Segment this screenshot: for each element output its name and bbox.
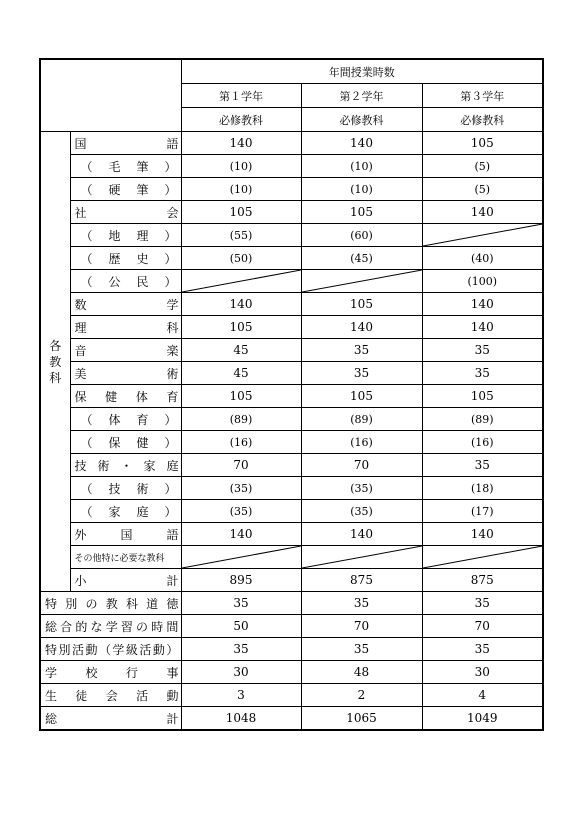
grade-1-header: 第１学年: [181, 84, 301, 108]
hours-cell-grade-1: 105: [181, 201, 301, 224]
hours-cell-grade-1: 45: [181, 362, 301, 385]
label-char: 学: [45, 665, 58, 680]
label-char: 学: [105, 619, 118, 634]
hours-cell-grade-1: 70: [181, 454, 301, 477]
activity-label-cell: [40, 707, 181, 731]
subject-label: [75, 247, 179, 269]
hours-cell-grade-3: (100): [422, 270, 543, 293]
subject-subrow: [40, 408, 543, 431]
hours-cell-grade-3: (40): [422, 247, 543, 270]
subject-label: [45, 661, 179, 683]
hours-cell-grade-2: 70: [301, 454, 422, 477]
label-char: 国: [120, 527, 133, 542]
subject-label-cell: [70, 224, 181, 247]
label-char: ）: [164, 182, 177, 197]
header-corner-cell: [40, 59, 181, 132]
label-char: 楽: [166, 343, 179, 358]
label-char: 保: [74, 389, 87, 404]
subject-label-cell: [70, 201, 181, 224]
subject-label-cell: [70, 178, 181, 201]
hours-cell-grade-1: (89): [181, 408, 301, 431]
hours-cell-grade-1: 105: [181, 385, 301, 408]
hours-cell-grade-1: 895: [181, 569, 301, 592]
label-char: 健: [136, 435, 149, 450]
hours-cell-grade-1: 140: [181, 293, 301, 316]
label-char: 行: [125, 665, 138, 680]
subject-label-cell: [70, 569, 181, 592]
subject-label: [75, 293, 179, 315]
hours-cell-grade-2: (35): [301, 477, 422, 500]
subject-label: [75, 270, 179, 292]
hours-cell-grade-1: [181, 270, 301, 293]
label-char: ・: [120, 458, 133, 473]
subject-subrow: [40, 247, 543, 270]
subject-label: [75, 385, 179, 407]
label-char: 美: [74, 366, 87, 381]
diagonal-slash: [423, 224, 543, 246]
label-char: 健: [105, 389, 118, 404]
hours-cell-grade-2: 105: [301, 293, 422, 316]
subject-label-cell: [70, 339, 181, 362]
hours-cell-grade-2: (16): [301, 431, 422, 454]
subject-label: [75, 362, 179, 384]
label-char: ）: [164, 481, 177, 496]
label-char: ）: [164, 435, 177, 450]
subject-label: [75, 500, 179, 522]
subject-label: [75, 477, 179, 499]
label-char: 筆: [136, 159, 149, 174]
label-char: 術: [97, 458, 110, 473]
hours-cell-grade-2: 875: [301, 569, 422, 592]
hours-cell-grade-2: (35): [301, 500, 422, 523]
subject-label: [75, 523, 179, 545]
required-header-1: 必修教科: [181, 108, 301, 132]
activity-label-cell: [40, 592, 181, 615]
hours-cell-grade-2: 105: [301, 201, 422, 224]
hours-cell-grade-3: 140: [422, 316, 543, 339]
hours-cell-grade-3: [422, 546, 543, 569]
label-char: 体: [135, 389, 148, 404]
subject-label-cell: [70, 408, 181, 431]
label-char: 庭: [166, 458, 179, 473]
label-char: 動: [85, 642, 98, 657]
hours-cell-grade-1: (16): [181, 431, 301, 454]
subject-subrow: [40, 155, 543, 178]
hours-cell-grade-2: (45): [301, 247, 422, 270]
grade-2-header: 第２学年: [301, 84, 422, 108]
label-char: （: [80, 228, 93, 243]
hours-cell-grade-3: 35: [422, 454, 543, 477]
hours-cell-grade-3: (18): [422, 477, 543, 500]
hours-cell-grade-3: [422, 224, 543, 247]
label-char: 合: [60, 619, 73, 634]
label-char: 特: [45, 596, 58, 611]
label-char: 科: [166, 320, 179, 335]
label-char: 徒: [75, 688, 88, 703]
subject-row: [40, 201, 543, 224]
label-char: 術: [166, 366, 179, 381]
hours-cell-grade-2: (10): [301, 155, 422, 178]
label-char: 総: [45, 711, 58, 726]
subject-label: [45, 638, 179, 660]
hours-cell-grade-1: (10): [181, 178, 301, 201]
label-char: 公: [108, 274, 121, 289]
hours-cell-grade-3: 140: [422, 293, 543, 316]
hours-cell-grade-3: 105: [422, 385, 543, 408]
label-char: 動: [166, 688, 179, 703]
subject-label: [75, 224, 179, 246]
hours-cell-grade-2: 35: [301, 339, 422, 362]
subject-label: [75, 339, 179, 361]
diagonal-slash: [423, 546, 543, 568]
activity-row: [40, 638, 543, 661]
label-char: 理: [136, 228, 149, 243]
label-char: 庭: [136, 504, 149, 519]
label-char: 計: [166, 711, 179, 726]
label-char: 習: [120, 619, 133, 634]
hours-cell-grade-1: 35: [181, 638, 301, 661]
subject-label: [75, 431, 179, 453]
subject-label: [75, 316, 179, 338]
subject-label-cell: [70, 155, 181, 178]
hours-cell-grade-1: 105: [181, 316, 301, 339]
subject-subrow: [40, 500, 543, 523]
hours-cell-grade-3: 4: [422, 684, 543, 707]
label-char: （: [80, 481, 93, 496]
label-char: 級: [125, 642, 138, 657]
hours-cell-grade-1: 3: [181, 684, 301, 707]
label-char: 技: [108, 481, 121, 496]
label-char: 学: [166, 297, 179, 312]
hours-cell-grade-3: 1049: [422, 707, 543, 731]
subject-label-cell: [70, 500, 181, 523]
label-char: 理: [74, 320, 87, 335]
hours-cell-grade-1: 50: [181, 615, 301, 638]
label-char: （: [80, 159, 93, 174]
label-char: 語: [166, 136, 179, 151]
hours-cell-grade-1: (35): [181, 477, 301, 500]
subject-label: [45, 615, 179, 637]
label-char: 総: [45, 619, 58, 634]
label-char: 特: [45, 642, 58, 657]
label-char: 教: [105, 596, 118, 611]
label-char: 別: [65, 596, 78, 611]
label-char: 活: [71, 642, 84, 657]
subject-label: [75, 454, 179, 476]
hours-cell-grade-1: (35): [181, 500, 301, 523]
hours-cell-grade-1: 45: [181, 339, 301, 362]
subject-label-cell: [70, 362, 181, 385]
subject-label: [75, 201, 179, 223]
label-char: 筆: [136, 182, 149, 197]
label-char: 会: [166, 205, 179, 220]
hours-cell-grade-3: 105: [422, 132, 543, 155]
hours-cell-grade-2: 1065: [301, 707, 422, 731]
table-body: [40, 59, 543, 730]
hours-cell-grade-2: (10): [301, 178, 422, 201]
grade-3-header: 第３学年: [422, 84, 543, 108]
category-char: 各: [49, 338, 62, 353]
annual-hours-header: 年間授業時数: [181, 59, 543, 84]
subject-label-cell: [70, 316, 181, 339]
label-char: （: [80, 504, 93, 519]
hours-cell-grade-2: [301, 546, 422, 569]
label-char: 音: [74, 343, 87, 358]
subject-row: [40, 362, 543, 385]
grand-total-row: [40, 707, 543, 731]
subject-row: [40, 523, 543, 546]
subject-label-cell: [70, 477, 181, 500]
subject-label: [75, 132, 179, 154]
label-char: 活: [136, 688, 149, 703]
label-char: （: [80, 412, 93, 427]
label-char: 的: [75, 619, 88, 634]
hours-cell-grade-2: 105: [301, 385, 422, 408]
hours-cell-grade-1: (50): [181, 247, 301, 270]
subject-subrow: [40, 270, 543, 293]
label-char: 小: [74, 573, 87, 588]
hours-cell-grade-3: (17): [422, 500, 543, 523]
hours-cell-grade-3: 70: [422, 615, 543, 638]
label-char: ）: [164, 251, 177, 266]
subject-row: [40, 316, 543, 339]
hours-cell-grade-1: 140: [181, 132, 301, 155]
label-char: 別: [58, 642, 71, 657]
subject-label-cell: [70, 385, 181, 408]
label-char: 校: [85, 665, 98, 680]
hours-cell-grade-2: 70: [301, 615, 422, 638]
diagonal-slash: [302, 270, 422, 292]
label-char: （: [80, 435, 93, 450]
label-char: ）: [164, 228, 177, 243]
subject-label-cell: [70, 132, 181, 155]
diagonal-slash: [182, 270, 301, 292]
label-char: （: [80, 251, 93, 266]
subject-label-cell: [70, 431, 181, 454]
hours-cell-grade-3: (5): [422, 155, 543, 178]
hours-cell-grade-1: 140: [181, 523, 301, 546]
category-label: [41, 338, 70, 386]
label-char: 育: [166, 389, 179, 404]
hours-cell-grade-3: (16): [422, 431, 543, 454]
hours-cell-grade-2: 48: [301, 661, 422, 684]
label-char: 会: [105, 688, 118, 703]
hours-cell-grade-2: (89): [301, 408, 422, 431]
label-char: 語: [166, 527, 179, 542]
label-char: 保: [108, 435, 121, 450]
label-char: 育: [136, 412, 149, 427]
label-char: （: [98, 642, 111, 657]
hours-cell-grade-1: (55): [181, 224, 301, 247]
activity-label-cell: [40, 638, 181, 661]
label-char: 史: [136, 251, 149, 266]
label-char: ）: [164, 274, 177, 289]
label-char: の: [85, 596, 98, 611]
curriculum-hours-table-sheet: [39, 58, 542, 776]
subject-label: [75, 569, 179, 591]
hours-cell-grade-3: 140: [422, 201, 543, 224]
subject-subrow: [40, 477, 543, 500]
hours-cell-grade-1: (10): [181, 155, 301, 178]
activity-row: [40, 684, 543, 707]
label-char: 民: [136, 274, 149, 289]
subject-label: [75, 155, 179, 177]
hours-cell-grade-1: 1048: [181, 707, 301, 731]
activity-label-cell: [40, 661, 181, 684]
subject-label-cell: [70, 247, 181, 270]
hours-cell-grade-3: (5): [422, 178, 543, 201]
hours-cell-grade-2: 35: [301, 592, 422, 615]
label-char: 外: [74, 527, 87, 542]
subject-label: [45, 592, 179, 614]
subject-label: [45, 684, 179, 706]
label-char: 徳: [166, 596, 179, 611]
label-char: 家: [108, 504, 121, 519]
label-char: 計: [166, 573, 179, 588]
subject-label-cell: [70, 293, 181, 316]
category-char: 科: [49, 370, 62, 385]
required-header-3: 必修教科: [422, 108, 543, 132]
label-char: ）: [164, 504, 177, 519]
category-label-cell: [40, 132, 70, 592]
label-char: 技: [74, 458, 87, 473]
diagonal-slash: [182, 546, 301, 568]
label-char: の: [136, 619, 149, 634]
hours-cell-grade-2: [301, 270, 422, 293]
activity-row: [40, 592, 543, 615]
hours-cell-grade-2: (60): [301, 224, 422, 247]
label-char: 生: [45, 688, 58, 703]
hours-cell-grade-2: 35: [301, 638, 422, 661]
hours-cell-grade-2: 35: [301, 362, 422, 385]
category-char: 教: [49, 354, 62, 369]
label-char: ）: [164, 159, 177, 174]
hours-cell-grade-2: 140: [301, 523, 422, 546]
subject-row: [40, 293, 543, 316]
label-char: な: [90, 619, 103, 634]
label-char: 家: [143, 458, 156, 473]
activity-label-cell: [40, 615, 181, 638]
label-char: 間: [166, 619, 179, 634]
header-row-annual: [40, 59, 543, 84]
diagonal-slash: [302, 546, 422, 568]
label-char: 毛: [108, 159, 121, 174]
subject-row: [40, 569, 543, 592]
label-char: ）: [166, 642, 179, 657]
subject-label: [75, 178, 179, 200]
label-char: 科: [125, 596, 138, 611]
subject-label-cell: [70, 546, 181, 569]
subject-label-cell: [70, 270, 181, 293]
hours-cell-grade-3: 35: [422, 592, 543, 615]
label-char: 動: [152, 642, 165, 657]
label-char: 社: [74, 205, 87, 220]
label-char: 道: [146, 596, 159, 611]
subject-label: [45, 707, 179, 729]
subject-row: [40, 339, 543, 362]
label-char: 歴: [108, 251, 121, 266]
activity-row: [40, 615, 543, 638]
label-char: 事: [166, 665, 179, 680]
subject-subrow: [40, 431, 543, 454]
subject-row: [40, 385, 543, 408]
required-header-2: 必修教科: [301, 108, 422, 132]
subject-label-cell: [70, 523, 181, 546]
subject-row: [40, 132, 543, 155]
label-char: 術: [136, 481, 149, 496]
subject-label: その他特に必要な教科: [74, 554, 165, 564]
label-char: ）: [164, 412, 177, 427]
label-char: 時: [151, 619, 164, 634]
hours-cell-grade-3: (89): [422, 408, 543, 431]
label-char: （: [80, 182, 93, 197]
subject-label: [75, 408, 179, 430]
hours-cell-grade-3: 35: [422, 362, 543, 385]
curriculum-hours-table: [39, 58, 544, 731]
hours-cell-grade-2: 140: [301, 316, 422, 339]
hours-cell-grade-3: 35: [422, 339, 543, 362]
hours-cell-grade-1: [181, 546, 301, 569]
hours-cell-grade-3: 35: [422, 638, 543, 661]
label-char: （: [80, 274, 93, 289]
hours-cell-grade-3: 875: [422, 569, 543, 592]
hours-cell-grade-2: 2: [301, 684, 422, 707]
hours-cell-grade-1: 35: [181, 592, 301, 615]
label-char: 学: [112, 642, 125, 657]
subject-subrow: [40, 224, 543, 247]
hours-cell-grade-3: 30: [422, 661, 543, 684]
subject-row: [40, 546, 543, 569]
label-char: 硬: [108, 182, 121, 197]
label-char: 国: [74, 136, 87, 151]
subject-row: [40, 454, 543, 477]
subject-subrow: [40, 178, 543, 201]
label-char: 体: [108, 412, 121, 427]
label-char: 数: [74, 297, 87, 312]
subject-label-cell: [70, 454, 181, 477]
hours-cell-grade-3: 140: [422, 523, 543, 546]
label-char: 活: [139, 642, 152, 657]
activity-row: [40, 661, 543, 684]
label-char: 地: [108, 228, 121, 243]
hours-cell-grade-2: 140: [301, 132, 422, 155]
activity-label-cell: [40, 684, 181, 707]
hours-cell-grade-1: 30: [181, 661, 301, 684]
